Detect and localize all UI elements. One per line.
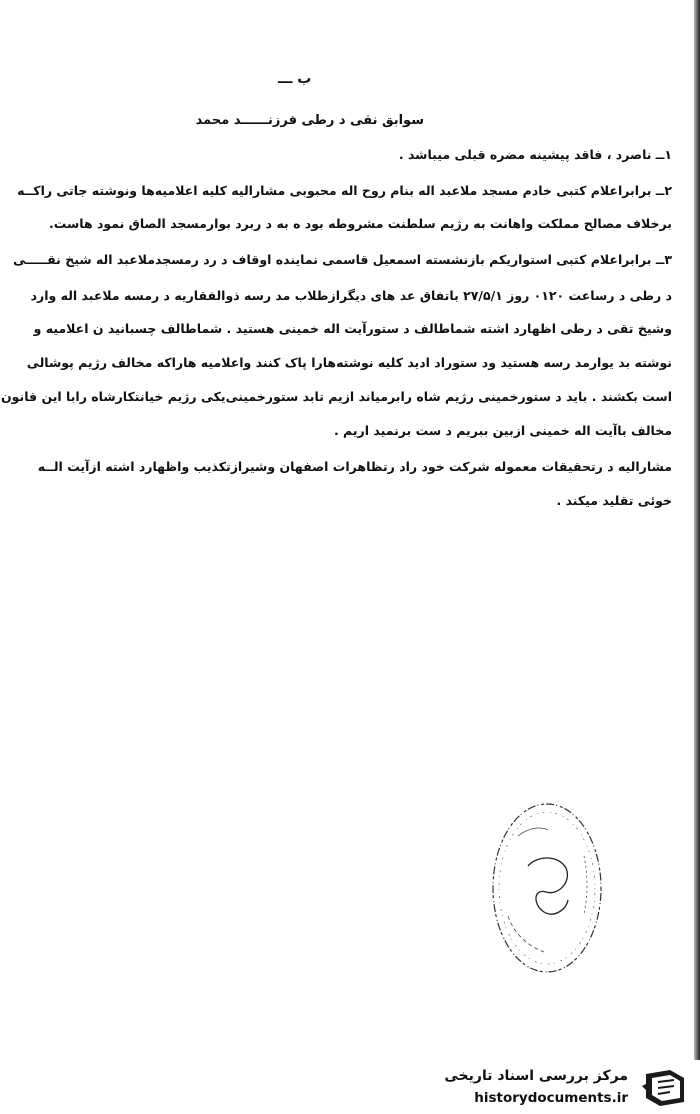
document-line-8: است بکشند . باید د ستورخمینی رژیم شاه رابرمیاند ازیم تابد ستورخمینی‌یکی رژیم خیانتکارشاه رابا این قانون	[1, 389, 672, 404]
document-title: سوابق نقی د رطی فرزنــــــد محمد	[195, 113, 424, 128]
page-edge-shadow	[694, 0, 700, 1060]
document-line-4: ۳ــ برابراعلام کتبی استواریکم بازنشسته اسمعیل قاسمی نماینده اوقاف د رد رمسجدملاعبد اله شیخ نقـــــی	[13, 252, 672, 267]
document-line-7: نوشته بد یوارمد رسه هستید ود ستوراد ادید کلیه نوشته‌هارا پاک کنند واعلامیه هاراکه مخالف رژیم پوشالی	[26, 355, 672, 370]
circular-seal-stamp-icon	[488, 796, 606, 976]
top-mark-letter: ب	[297, 71, 312, 87]
document-line-2: ۲ــ برابراعلام کتبی خادم مسجد ملاعبد اله بنام روح اله محبوبی مشارالیه کلیه اعلامیه‌ها ونوشته جاتی راکــه	[17, 183, 672, 198]
document-line-1: ۱ــ ناصرد ، فاقد پیشینه مضره قبلی میباشد .	[398, 147, 672, 162]
archive-url: historydocuments.ir	[474, 1090, 628, 1106]
archive-watermark	[412, 1066, 694, 1110]
document-line-11: خوئی تقلید میکند .	[556, 493, 672, 508]
archive-logo-icon	[640, 1068, 690, 1108]
top-mark	[260, 68, 350, 88]
document-line-5: د رطی د رساعت ۰۱۲۰ روز ۲۷/۵/۱ باتفاق عد های دیگرازطلاب مد رسه ذوالفقاریه د رمسه ملاعبد اله وارد	[30, 288, 672, 303]
document-line-6: وشیخ تقی د رطی اظهارد اشته شماطالف د ستورآیت اله خمینی هستید . شماطالف چسبانید ن اعلامیه و	[33, 321, 672, 336]
document-line-9: مخالف باآیت اله خمینی ازبین ببریم د ست برنمید اریم .	[333, 423, 672, 438]
archive-name: مرکز بررسی اسناد تاریخی	[444, 1068, 628, 1084]
document-line-10: مشارالیه د رتحقیقات معموله شرکت خود راد رتظاهرات اصفهان وشیرازتکذیب واظهارد اشته ازآیت الــه	[37, 459, 672, 474]
top-mark-dash: ـــ	[278, 71, 293, 87]
document-line-3: برخلاف مصالح مملکت واهانت به رژیم سلطنت مشروطه بود ه به د ربرد بوارمسجد الصاق نمود هاست.	[49, 216, 672, 231]
